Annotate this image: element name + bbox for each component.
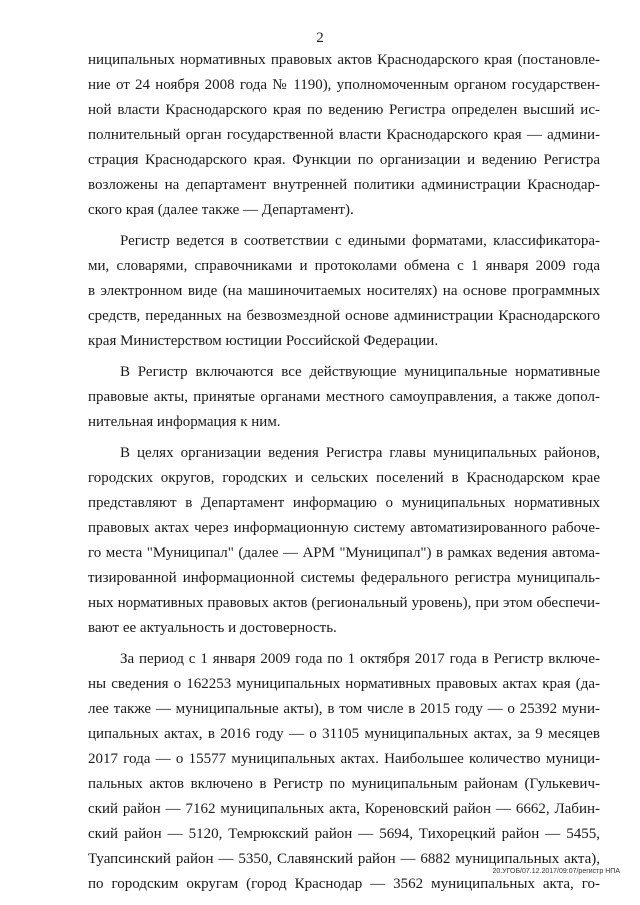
text-line: ниципальных нормативных правовых актов Краснодарского края (постановле- xyxy=(88,52,600,68)
text-line: ского края (далее также — Департамент). xyxy=(88,202,354,218)
text-line: го места "Муниципал" (далее — АРМ "Муниципал") в рамках ведения автома- xyxy=(88,545,600,561)
text-line: тизированной информационной системы федерального регистра муниципаль- xyxy=(88,570,600,586)
text-line: ние от 24 ноября 2008 года № 1190), уполномоченным органом государствен- xyxy=(88,77,600,93)
paragraph xyxy=(88,229,600,354)
footer-stamp: 20.УГОБ/07.12.2017/09:07/регистр НПА xyxy=(492,868,620,875)
text-line: представляют в Департамент информацию о муниципальных нормативных xyxy=(88,495,600,511)
text-line: ных нормативных правовых актов (региональный уровень), при этом обеспечи- xyxy=(88,595,600,611)
text-line: пальных актов включено в Регистр по муниципальным районам (Гулькевич- xyxy=(88,776,600,792)
text-line: правовые акты, принятые органами местного самоуправления, а также допол- xyxy=(88,389,600,405)
text-line: В целях организации ведения Регистра главы муниципальных районов, xyxy=(120,445,600,461)
text-line: края Министерством юстиции Российской Федерации. xyxy=(88,333,439,349)
text-line: ны сведения о 162253 муниципальных нормативных правовых актах края (да- xyxy=(88,676,600,692)
text-line: возложены на департамент внутренней политики администрации Краснодар- xyxy=(88,177,600,193)
text-line: ми, словарями, справочниками и протоколами обмена с 1 января 2009 года xyxy=(88,258,600,274)
paragraph xyxy=(88,48,600,223)
paragraph xyxy=(88,647,600,897)
text-line: вают ее актуальность и достоверность. xyxy=(88,620,337,636)
text-line: полнительный орган государственной власти Краснодарского края — админи- xyxy=(88,127,600,143)
document-body xyxy=(88,48,600,903)
text-line: по городским округам (город Краснодар — 3562 муниципальных акта, го- xyxy=(88,876,600,892)
page-number: 2 xyxy=(316,30,324,46)
text-line: нительная информация к ним. xyxy=(88,414,281,430)
text-line: Туапсинский район — 5350, Славянский район — 6882 муниципальных акта), xyxy=(88,851,600,867)
text-line: городских округов, городских и сельских поселений в Краснодарском крае xyxy=(88,470,600,486)
paragraph xyxy=(88,360,600,435)
text-line: Регистр ведется в соответствии с едиными форматами, классификатора- xyxy=(120,233,600,249)
text-line: страция Краснодарского края. Функции по организации и ведению Регистра xyxy=(88,152,600,168)
text-line: 2017 года — о 15577 муниципальных актах. Наибольшее количество муници- xyxy=(88,751,600,767)
text-line: в электронном виде (на машиночитаемых носителях) на основе программных xyxy=(88,283,600,299)
paragraph xyxy=(88,441,600,641)
text-line: ципальных актах, в 2016 году — о 31105 муниципальных актах, за 9 месяцев xyxy=(88,726,600,742)
text-line: средств, переданных на безвозмездной основе администрации Краснодарского xyxy=(88,308,600,324)
text-line: ной власти Краснодарского края по ведению Регистра определен высший ис- xyxy=(88,102,600,118)
text-line: ский район — 5120, Темрюкский район — 5694, Тихорецкий район — 5455, xyxy=(88,826,600,842)
text-line: ский район — 7162 муниципальных акта, Кореновский район — 6662, Лабин- xyxy=(88,801,600,817)
text-line: В Регистр включаются все действующие муниципальные нормативные xyxy=(120,364,600,380)
text-line: За период с 1 января 2009 года по 1 октября 2017 года в Регистр включе- xyxy=(120,651,600,667)
text-line: лее также — муниципальные акты), в том числе в 2015 году — о 25392 муни- xyxy=(88,701,600,717)
text-line: правовых актах через информационную систему автоматизированного рабоче- xyxy=(88,520,600,536)
